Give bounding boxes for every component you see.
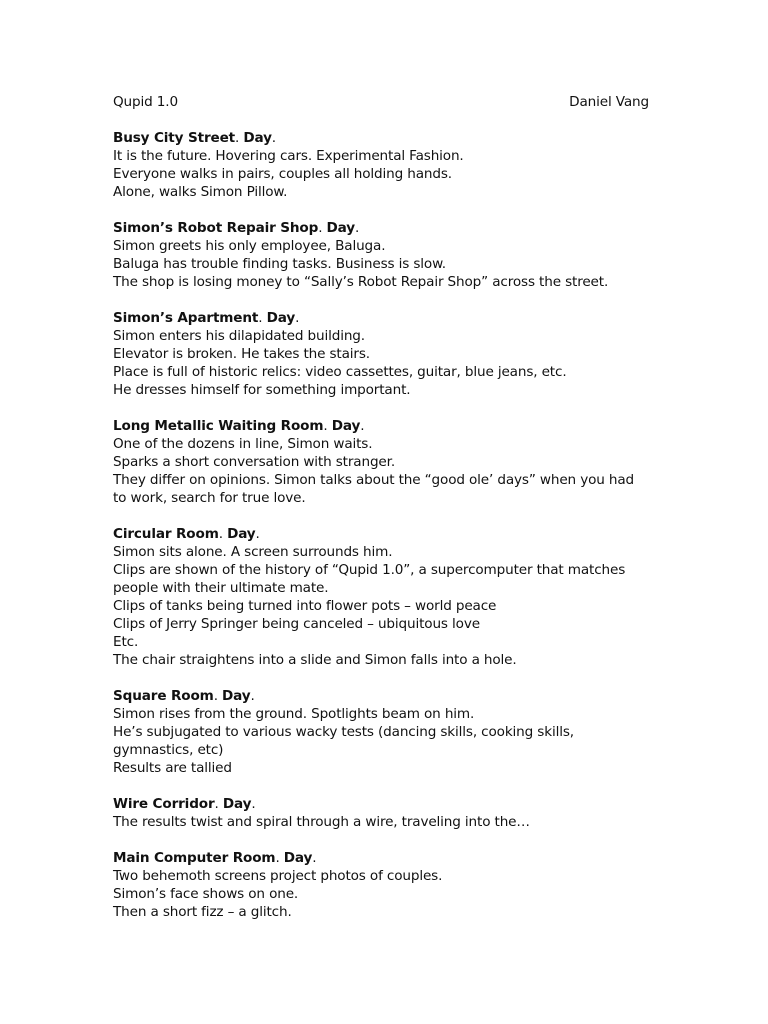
scene-time: Day: [266, 310, 296, 326]
scene-action-line: Then a short fizz – a glitch.: [113, 904, 292, 920]
scene-action-line: gymnastics, etc): [113, 742, 224, 758]
scene-action-line: Two behemoth screens project photos of couples.: [113, 868, 443, 884]
scene-heading-separator: .: [234, 130, 244, 146]
scene-time: Day: [222, 688, 251, 704]
scene-action-line: Baluga has trouble finding tasks. Business is slow.: [113, 256, 446, 272]
scene-heading: [113, 525, 649, 543]
scene-block: [113, 525, 649, 669]
scene-heading-separator: .: [318, 220, 327, 236]
scene-action-line: Everyone walks in pairs, couples all holding hands.: [113, 166, 452, 182]
scene-action-line: He dresses himself for something important.: [113, 382, 411, 398]
scene-heading: [113, 129, 649, 147]
scene-block: [113, 309, 649, 399]
scene-heading: [113, 417, 649, 435]
scene-action-line: Simon greets his only employee, Baluga.: [113, 238, 386, 254]
scene-time: Day: [331, 418, 361, 434]
scene-heading: [113, 219, 649, 237]
scene-action-line: Clips of Jerry Springer being canceled – ubiquitous love: [113, 616, 480, 632]
scene-list: [113, 129, 649, 921]
scene-time: Day: [283, 850, 313, 866]
scene-heading-period: .: [355, 220, 360, 236]
scene-action-line: They differ on opinions. Simon talks about the “good ole’ days” when you had: [113, 472, 635, 488]
scene-action-line: The results twist and spiral through a wire, traveling into the…: [113, 814, 530, 830]
scene-heading-separator: .: [275, 850, 284, 866]
scene-heading-period: .: [250, 688, 255, 704]
scene-heading: [113, 309, 649, 327]
scene-action-line: Simon rises from the ground. Spotlights beam on him.: [113, 706, 475, 722]
scene-location: Busy City Street: [113, 130, 235, 146]
scene-block: [113, 417, 649, 507]
document-title: Qupid 1.0: [113, 94, 178, 110]
scene-location: Circular Room: [113, 526, 219, 542]
scene-block: [113, 129, 649, 201]
scene-action-line: Alone, walks Simon Pillow.: [113, 184, 288, 200]
scene-block: [113, 687, 649, 777]
scene-action-line: to work, search for true love.: [113, 490, 306, 506]
scene-action-line: The shop is losing money to “Sally’s Robot Repair Shop” across the street.: [113, 274, 609, 290]
scene-action-line: The chair straightens into a slide and Simon falls into a hole.: [113, 652, 517, 668]
scene-heading-period: .: [295, 310, 300, 326]
scene-location: Main Computer Room: [113, 850, 276, 866]
scene-time: Day: [222, 796, 252, 812]
scene-heading-separator: .: [218, 526, 228, 542]
scene-heading-separator: .: [258, 310, 267, 326]
scene-time: Day: [326, 220, 355, 236]
scene-location: Square Room: [113, 688, 214, 704]
scene-action-line: Clips of tanks being turned into flower pots – world peace: [113, 598, 497, 614]
scene-action-line: It is the future. Hovering cars. Experimental Fashion.: [113, 148, 464, 164]
scene-action-line: Etc.: [113, 634, 139, 650]
scene-action-line: people with their ultimate mate.: [113, 580, 329, 596]
scene-action-line: Results are tallied: [113, 760, 232, 776]
scene-location: Simon’s Robot Repair Shop: [113, 220, 319, 236]
scene-location: Simon’s Apartment: [113, 310, 259, 326]
scene-heading-period: .: [271, 130, 276, 146]
scene-action-line: Elevator is broken. He takes the stairs.: [113, 346, 370, 362]
scene-action-line: Simon’s face shows on one.: [113, 886, 299, 902]
scene-location: Long Metallic Waiting Room: [113, 418, 324, 434]
scene-action-line: One of the dozens in line, Simon waits.: [113, 436, 373, 452]
scene-block: [113, 795, 649, 831]
scene-heading-separator: .: [323, 418, 332, 434]
scene-time: Day: [227, 526, 256, 542]
scene-heading-separator: .: [214, 796, 223, 812]
scene-action-line: Place is full of historic relics: video cassettes, guitar, blue jeans, etc.: [113, 364, 567, 380]
scene-action-line: Clips are shown of the history of “Qupid 1.0”, a supercomputer that matches: [113, 562, 626, 578]
scene-heading-period: .: [251, 796, 256, 812]
scene-heading-separator: .: [213, 688, 223, 704]
scene-time: Day: [243, 130, 272, 146]
scene-action-line: Sparks a short conversation with stranger.: [113, 454, 395, 470]
scene-action-line: He’s subjugated to various wacky tests (dancing skills, cooking skills,: [113, 724, 574, 740]
document-author: Daniel Vang: [569, 94, 649, 110]
scene-location: Wire Corridor: [113, 796, 215, 812]
scene-heading-period: .: [360, 418, 365, 434]
scene-heading: [113, 687, 649, 705]
scene-action-line: Simon enters his dilapidated building.: [113, 328, 365, 344]
document-header: [113, 93, 649, 111]
script-page: [113, 93, 649, 939]
scene-action-line: Simon sits alone. A screen surrounds him.: [113, 544, 393, 560]
scene-block: [113, 219, 649, 291]
scene-block: [113, 849, 649, 921]
scene-heading: [113, 849, 649, 867]
scene-heading-period: .: [312, 850, 317, 866]
scene-heading-period: .: [255, 526, 260, 542]
scene-heading: [113, 795, 649, 813]
